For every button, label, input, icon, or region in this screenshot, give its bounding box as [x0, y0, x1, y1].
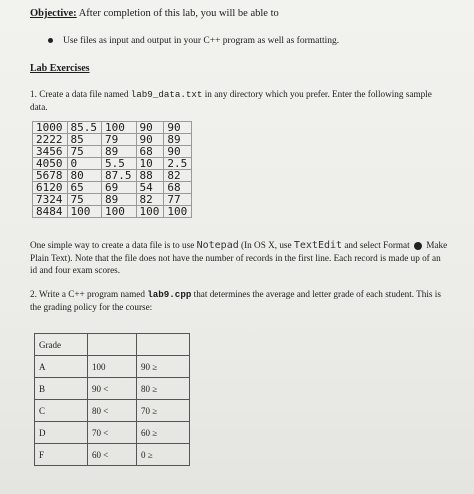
- grade-upper-bound: 70 <: [88, 422, 137, 444]
- data-row: [33, 146, 192, 158]
- data-cell: 8484: [33, 206, 68, 218]
- grade-header-row: [35, 334, 190, 356]
- step1-note-paragraph: [30, 239, 450, 276]
- sample-data-table: [32, 121, 192, 218]
- data-cell: 80: [67, 170, 102, 182]
- objective-line: [30, 8, 279, 19]
- bullet-dot-icon: [48, 38, 53, 43]
- data-cell: 6120: [33, 182, 68, 194]
- data-cell: 100: [102, 122, 137, 134]
- data-cell: 65: [67, 182, 102, 194]
- data-cell: 68: [164, 182, 192, 194]
- data-row: [33, 206, 192, 218]
- step2-filename: lab9.cpp: [147, 289, 192, 300]
- data-cell: 85: [67, 134, 102, 146]
- notepad-text: Notepad: [196, 240, 239, 251]
- grade-row: [35, 444, 190, 466]
- para2-b: (In OS X, use: [238, 240, 294, 250]
- objective-label: Objective:: [30, 8, 77, 19]
- grade-header-blank: [88, 334, 137, 356]
- step1-post: in any directory which you prefer. Enter the following sample data.: [30, 89, 432, 112]
- data-cell: 75: [67, 194, 102, 206]
- objective-text: After completion of this lab, you will be able to: [76, 8, 279, 19]
- bullet-text: Use files as input and output in your C++ program as well as formatting.: [63, 36, 340, 46]
- step2-paragraph: [30, 288, 450, 313]
- grade-letter: F: [35, 444, 88, 466]
- data-cell: 87.5: [102, 170, 137, 182]
- data-cell: 100: [102, 206, 137, 218]
- grade-letter: A: [35, 356, 88, 378]
- data-cell: 82: [164, 170, 192, 182]
- data-cell: 100: [67, 206, 102, 218]
- grade-row: [35, 400, 190, 422]
- data-cell: 3456: [33, 146, 68, 158]
- data-cell: 69: [102, 182, 137, 194]
- data-cell: 89: [102, 146, 137, 158]
- grade-upper-bound: 100: [88, 356, 137, 378]
- data-cell: 77: [164, 194, 192, 206]
- data-row: [33, 182, 192, 194]
- data-cell: 7324: [33, 194, 68, 206]
- grade-letter: D: [35, 422, 88, 444]
- data-row: [33, 134, 192, 146]
- step2-pre: 2. Write a C++ program named: [30, 289, 148, 299]
- grade-letter: C: [35, 400, 88, 422]
- para2-c: and select Format: [342, 240, 412, 250]
- grade-header: Grade: [35, 334, 88, 356]
- data-cell: 82: [136, 194, 164, 206]
- grading-policy-table: [34, 333, 190, 466]
- lab-exercises-heading: Lab Exercises: [30, 63, 90, 74]
- grade-row: [35, 422, 190, 444]
- data-cell: 90: [136, 122, 164, 134]
- grade-row: [35, 378, 190, 400]
- grade-lower-bound: 80 ≥: [137, 378, 190, 400]
- grade-header-blank: [137, 334, 190, 356]
- data-cell: 100: [136, 206, 164, 218]
- objective-bullet: [48, 36, 339, 46]
- data-cell: 89: [102, 194, 137, 206]
- step2-post: that determines the average and letter grade of each student. This is the grading policy for the course:: [30, 289, 441, 312]
- data-cell: 90: [164, 122, 192, 134]
- data-row: [33, 170, 192, 182]
- grade-row: [35, 356, 190, 378]
- grade-upper-bound: 60 <: [88, 444, 137, 466]
- data-row: [33, 122, 192, 134]
- grade-upper-bound: 90 <: [88, 378, 137, 400]
- step1-pre: 1. Create a data file named: [30, 89, 131, 99]
- grade-letter: B: [35, 378, 88, 400]
- textedit-text: TextEdit: [293, 240, 343, 251]
- grade-lower-bound: 60 ≥: [137, 422, 190, 444]
- data-cell: 89: [164, 134, 192, 146]
- data-cell: 5678: [33, 170, 68, 182]
- data-cell: 2.5: [164, 158, 192, 170]
- grade-lower-bound: 70 ≥: [137, 400, 190, 422]
- data-cell: 10: [136, 158, 164, 170]
- grade-lower-bound: 0 ≥: [137, 444, 190, 466]
- data-cell: 79: [102, 134, 137, 146]
- data-row: [33, 158, 192, 170]
- data-cell: 90: [164, 146, 192, 158]
- data-cell: 1000: [33, 122, 68, 134]
- para2-a: One simple way to create a data file is to use: [30, 240, 197, 250]
- data-cell: 4050: [33, 158, 68, 170]
- data-cell: 85.5: [67, 122, 102, 134]
- step1-filename: lab9_data.txt: [130, 89, 203, 100]
- data-cell: 2222: [33, 134, 68, 146]
- grade-upper-bound: 80 <: [88, 400, 137, 422]
- data-row: [33, 194, 192, 206]
- data-cell: 88: [136, 170, 164, 182]
- para2-d: Make Plain Text). Note that the file does not have the number of records in the first line. Each record is made up of an id and four exam scores.: [30, 240, 448, 275]
- data-cell: 90: [136, 134, 164, 146]
- grade-lower-bound: 90 ≥: [137, 356, 190, 378]
- data-cell: 100: [164, 206, 192, 218]
- data-cell: 75: [67, 146, 102, 158]
- data-cell: 5.5: [102, 158, 137, 170]
- data-cell: 0: [67, 158, 102, 170]
- step1-paragraph: [30, 88, 450, 113]
- arrow-circle-icon: [414, 242, 422, 250]
- data-cell: 54: [136, 182, 164, 194]
- data-cell: 68: [136, 146, 164, 158]
